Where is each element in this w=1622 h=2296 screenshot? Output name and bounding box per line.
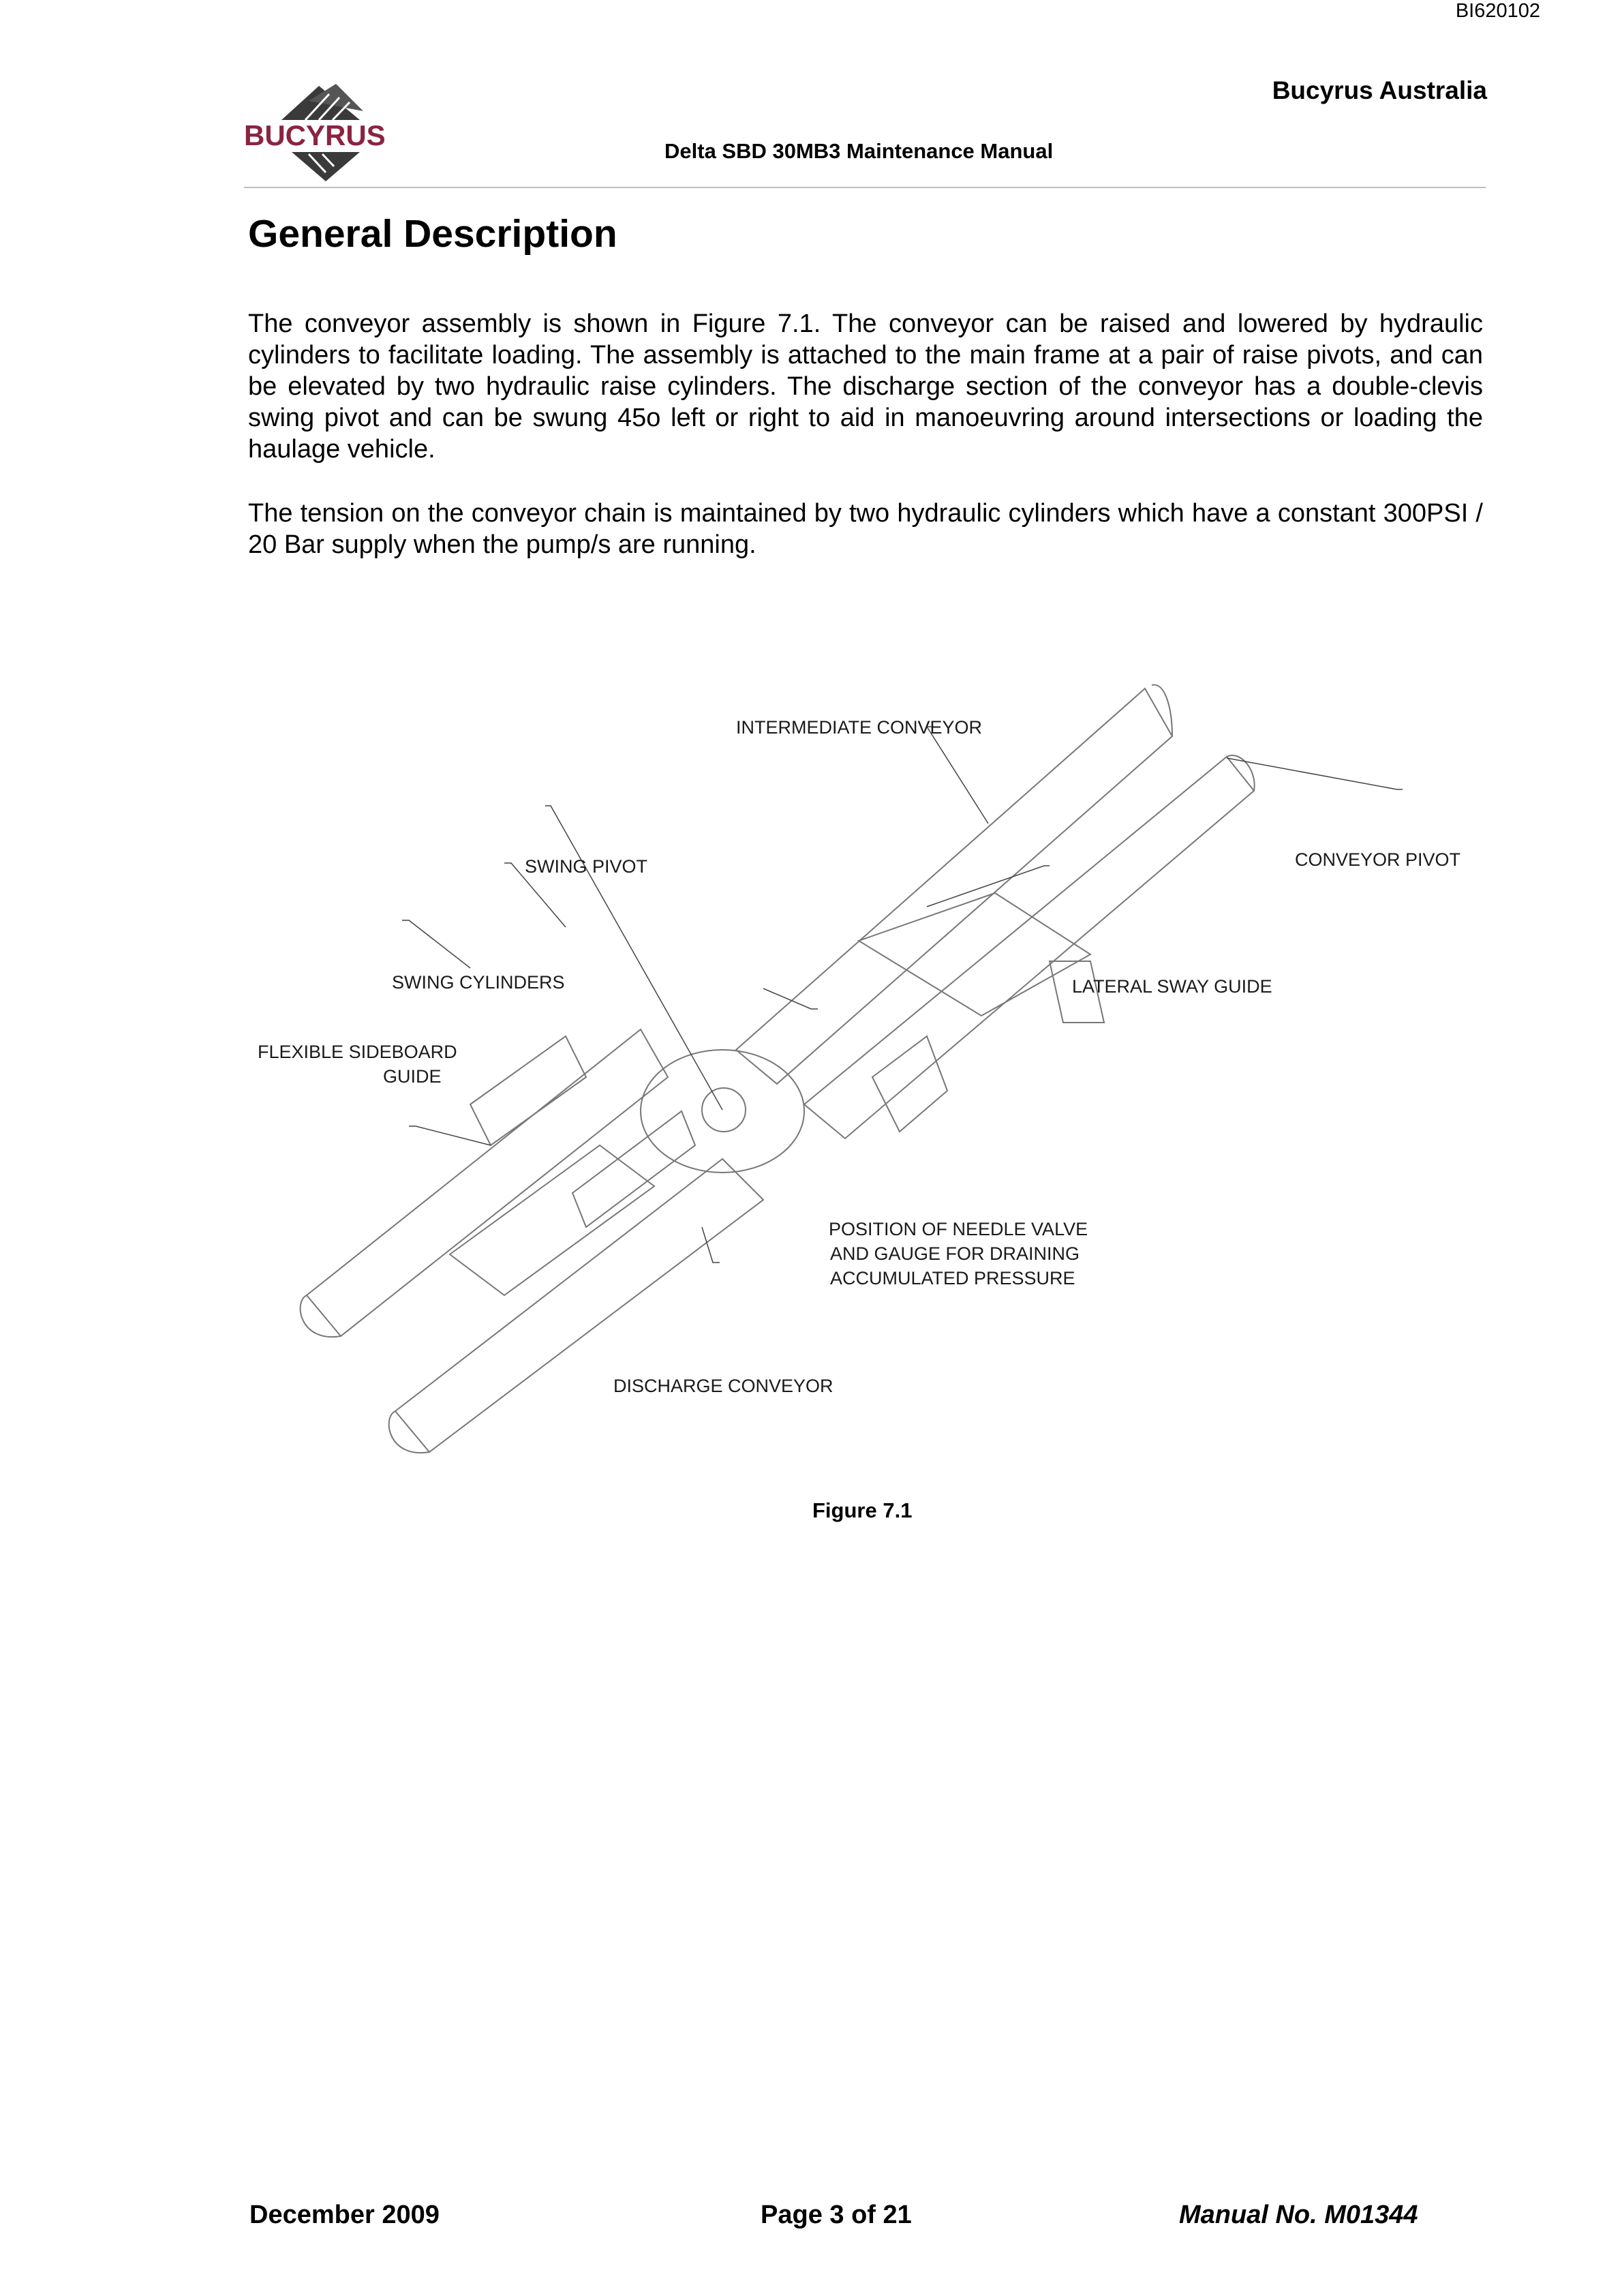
label-discharge-conveyor: DISCHARGE CONVEYOR xyxy=(613,1376,833,1396)
conveyor-assembly-figure xyxy=(245,668,1472,1459)
paragraph-2: The tension on the conveyor chain is maintained by two hydraulic cylinders which have a constant 300PSI / 20 Bar supply when the pump/s are running. xyxy=(248,499,1483,559)
document-id: BI620102 xyxy=(1455,0,1540,22)
figure-caption: Figure 7.1 xyxy=(812,1498,913,1522)
bucyrus-logo xyxy=(244,80,408,183)
footer-date: December 2009 xyxy=(249,2201,440,2229)
label-intermediate-conveyor: INTERMEDIATE CONVEYOR xyxy=(736,717,983,738)
svg-text:BUCYRUS: BUCYRUS xyxy=(244,119,386,151)
paragraph-1: The conveyor assembly is shown in Figure 7.1. The conveyor can be raised and lowered by hydraulic cylinders to facilitate loading. The assembly is attached to the main frame at a pair of raise pivots, and can be elevated by two hydraulic raise cylinders. The discharge section of the conveyor has a double-clevis swing pivot and can be swung 45o left or right to aid in manoeuvring around intersections or loading the haulage vehicle. xyxy=(248,309,1483,464)
company-name: Bucyrus Australia xyxy=(1272,76,1487,104)
label-flexible-sideboard-1: FLEXIBLE SIDEBOARD xyxy=(258,1042,457,1062)
label-flexible-sideboard-2: GUIDE xyxy=(383,1066,442,1087)
label-needle-valve-1: POSITION OF NEEDLE VALVE xyxy=(829,1219,1088,1239)
footer-manual-number: Manual No. M01344 xyxy=(1179,2201,1418,2229)
header-divider xyxy=(244,187,1486,188)
label-needle-valve-3: ACCUMULATED PRESSURE xyxy=(830,1268,1075,1288)
label-needle-valve-2: AND GAUGE FOR DRAINING xyxy=(830,1243,1080,1264)
label-swing-cylinders: SWING CYLINDERS xyxy=(392,972,565,993)
label-lateral-sway-guide: LATERAL SWAY GUIDE xyxy=(1072,976,1272,997)
manual-title: Delta SBD 30MB3 Maintenance Manual xyxy=(664,139,1054,163)
label-conveyor-pivot: CONVEYOR PIVOT xyxy=(1295,849,1461,870)
footer-page-number: Page 3 of 21 xyxy=(761,2201,912,2229)
section-title: General Description xyxy=(248,212,617,256)
label-swing-pivot: SWING PIVOT xyxy=(525,856,648,877)
